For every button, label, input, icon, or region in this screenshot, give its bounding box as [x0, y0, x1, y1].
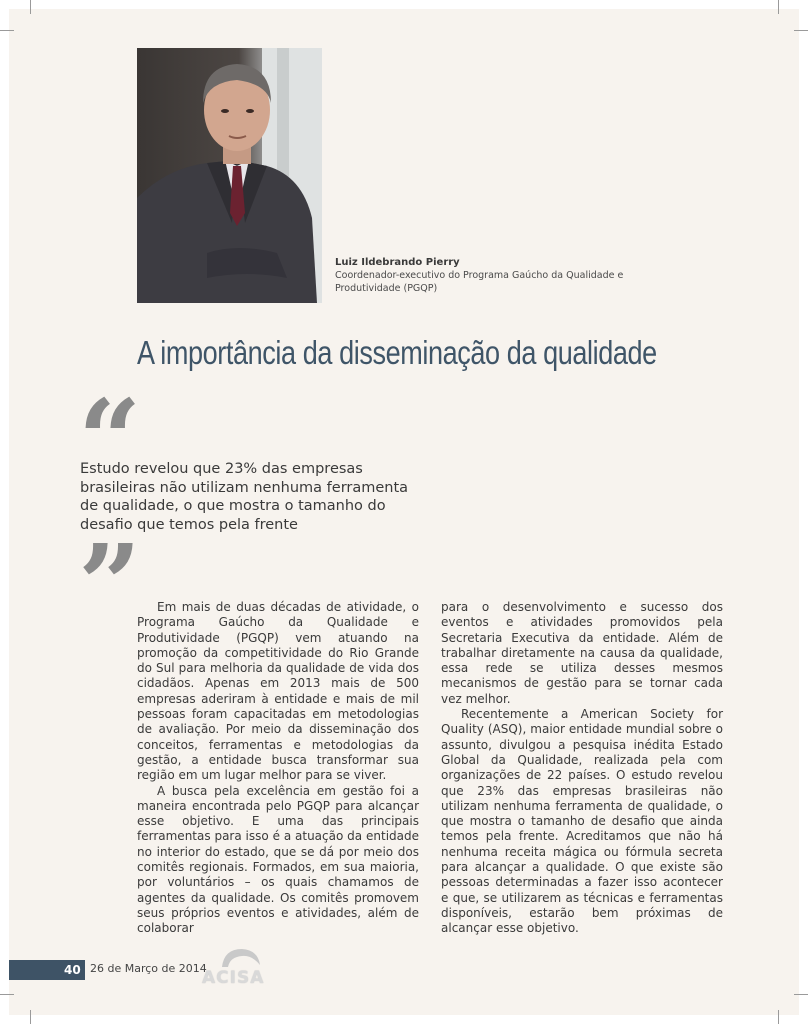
body-paragraph: para o desenvolvimento e sucesso dos eventos e atividades promovidos pela Secretaria Executiva da entidade. Além de trabalhar diretamente na causa da qualidade, essa rede se utiliza desses mesmos mecanismos de gestão para se tornar cada vez melhor.	[441, 600, 723, 706]
page-number: 40	[64, 963, 81, 977]
quote-close-mark: ”	[78, 520, 142, 649]
crop-mark-bottom-right-h	[794, 994, 808, 995]
author-caption	[335, 256, 635, 295]
crop-mark-top-right-h	[794, 30, 808, 31]
quote-open-mark: “	[78, 375, 142, 504]
pull-quote: Estudo revelou que 23% das empresas brasileiras não utilizam nenhuma ferramenta de qualidade, o que mostra o tamanho do desafio que temos pela frente	[80, 461, 409, 533]
portrait-illustration	[137, 48, 322, 303]
author-role: Coordenador-executivo do Programa Gaúcho da Qualidade e Produtividade (PGQP)	[335, 270, 624, 294]
crop-mark-top-left-h	[0, 30, 14, 31]
article-title: A importância da disseminação da qualidade	[137, 334, 657, 371]
crop-mark-bottom-left-h	[0, 994, 14, 995]
body-paragraph: Recentemente a American Society for Quality (ASQ), maior entidade mundial sobre o assunto, divulgou a pesquisa inédita Estado Global da Qualidade, realizada pela com organizações de 22 países. O estudo revelou que 23% das empresas brasileiras não utilizam nenhuma ferramenta de qualidade, o que mostra o tamanho de desafio que ainda temos pela frente. Acreditamos que não há nenhuma receita mágica ou fórmula secreta para alcançar a qualidade. O que existe são pessoas determinadas a fazer isso acontecer e que, se utilizarem as técnicas e ferramentas disponíveis, estarão bem próximas de alcançar esse objetivo.	[441, 707, 723, 936]
crop-mark-bottom-left	[30, 1010, 31, 1024]
crop-mark-bottom-right	[778, 1010, 779, 1024]
crop-mark-top-left	[30, 0, 31, 14]
body-column-1	[137, 600, 419, 937]
author-name: Luiz Ildebrando Pierry	[335, 257, 460, 268]
body-paragraph: A busca pela excelência em gestão foi a maneira encontrada pelo PGQP para alcançar esse objetivo. E uma das principais ferramentas para isso é a atuação da entidade no interior do estado, que se dá por meio dos comitês regionais. Formados, em sua maioria, por voluntários – os quais chamamos de agentes da qualidade. Os comitês promovem seus próprios eventos e atividades, além de colaborar	[137, 783, 419, 936]
body-column-2	[441, 600, 723, 937]
crop-mark-top-right	[778, 0, 779, 14]
acisa-logo-text: ACISA	[202, 968, 265, 988]
author-portrait	[137, 48, 322, 303]
body-paragraph: Em mais de duas décadas de atividade, o Programa Gaúcho da Qualidade e Produtividade (PGQP) vem atuando na promoção da competitividade do Rio Grande do Sul para melhoria da qualidade de vida dos cidadãos. Apenas em 2013 mais de 500 empresas aderiram à entidade e mais de mil pessoas foram capacitadas em metodologias de avaliação. Por meio da disseminação dos conceitos, ferramentas e metodologias da gestão, a entidade busca transformar sua região em um lugar melhor para se viver.	[137, 600, 419, 783]
issue-date: 26 de Março de 2014	[90, 962, 207, 975]
